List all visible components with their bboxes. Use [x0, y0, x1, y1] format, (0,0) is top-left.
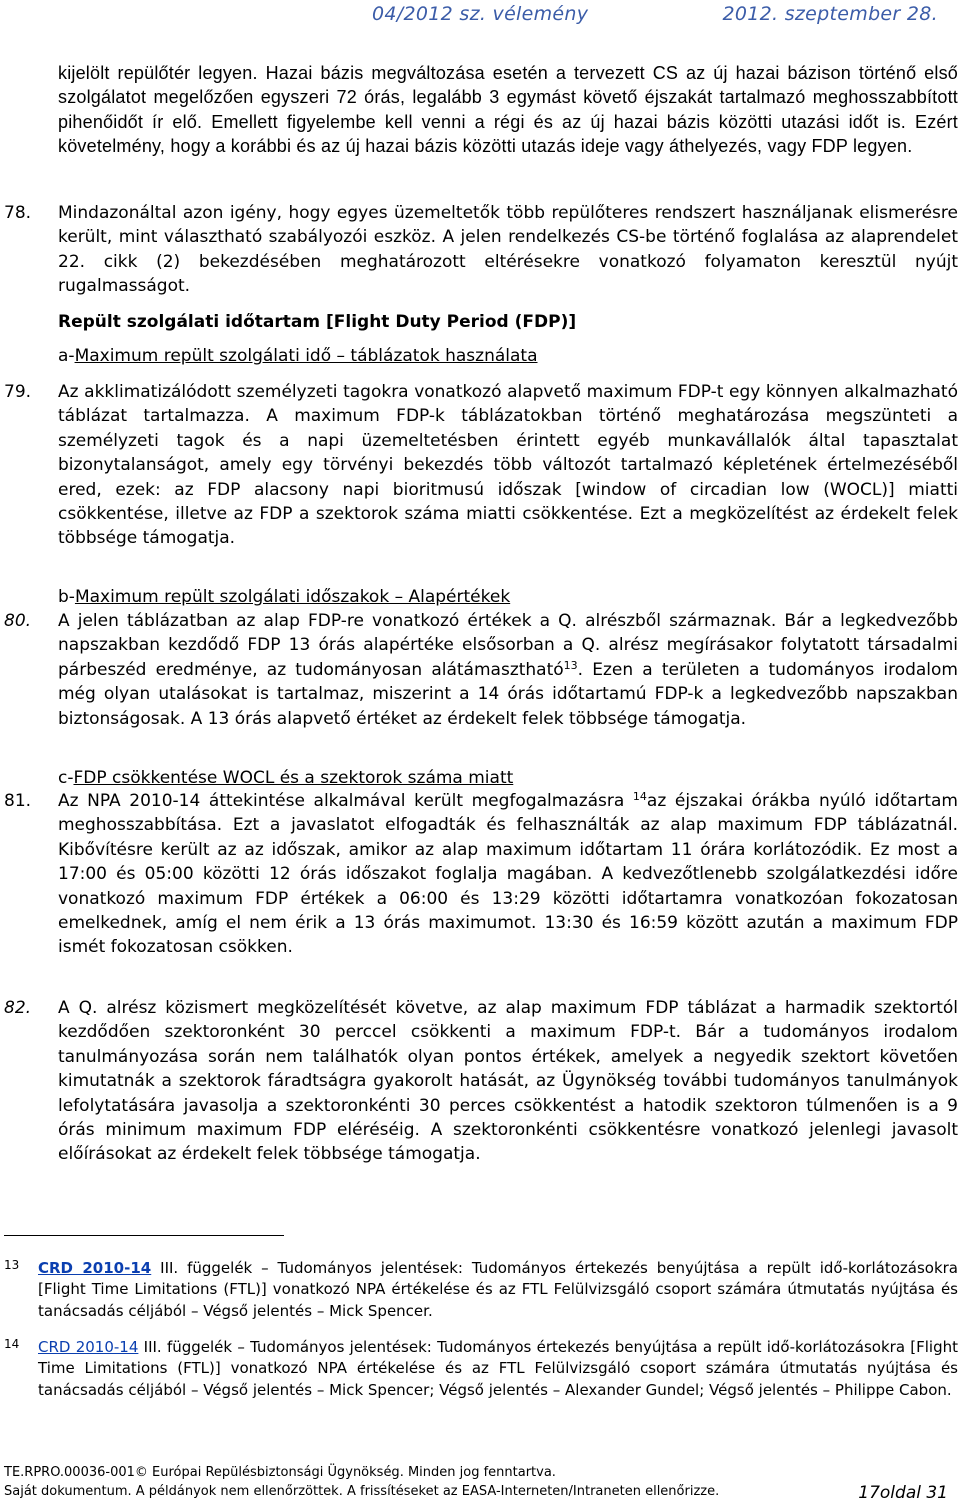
- subheading-text: Maximum repült szolgálati idő – táblázatok használata: [74, 346, 538, 366]
- subheading-prefix: a-: [58, 346, 75, 366]
- paragraph-text-part: az éjszakai órákba nyúló időtartam meghosszabbítása. Ezt a javaslatot elfogadták és felhasználták az alap maximum FDP táblázatnál. Kibővítésre került az az időszak, amikor az alap maximum időtartam 11 órára korlátozódik. Ez most a 17:00 és 05:00 közötti 12 órás időszakot foglalja magában. A kedvezőtlenebb szolgálatkezdési időre vonatkozó maximum FDP értékek a 06:00 és 13:29 közötti időtartamra vonatkozóan fokozatosan emelkednek, amíg el nem érik a 13 órás maximumot. 13:30 és 16:59 között azután a maximum FDP ismét fokozatosan csökken.: [58, 791, 958, 958]
- subheading-prefix: b-: [58, 587, 75, 607]
- paragraph-text: [58, 789, 958, 960]
- subheading-a: [58, 344, 538, 368]
- footnote-link[interactable]: CRD 2010-14: [38, 1338, 139, 1356]
- header-date: 2012. szeptember 28.: [722, 3, 938, 25]
- footer-disclaimer: Saját dokumentum. A példányok nem ellenőrzöttek. A frissítéseket az EASA-Interneten/Intraneten ellenőrizze.: [4, 1484, 720, 1499]
- footnote-text: [38, 1258, 958, 1322]
- footnote-link[interactable]: CRD 2010-14: [38, 1259, 152, 1277]
- paragraph-number: 78.: [4, 203, 32, 223]
- paragraph-number: 81.: [4, 791, 32, 811]
- intro-paragraph: [58, 61, 958, 159]
- footnote-body: III. függelék – Tudományos jelentések: Tudományos értekezés benyújtása a repült idő-korlátozásokra [Flight Time Limitations (FTL)] vonatkozó NPA értékelése és az FTL Felülvizsgáló csoport számára útmutatás nyújtása és tanácsadás céljából – Végső jelentés – Mick Spencer; Végső jelentés – Alexander Gundel; Végső jelentés – Philippe Cabon.: [38, 1338, 958, 1399]
- subheading-c: [58, 766, 513, 790]
- section-heading: Repült szolgálati időtartam [Flight Duty Period (FDP)]: [58, 312, 577, 332]
- subheading-b: [58, 585, 510, 609]
- footnote-separator: [4, 1235, 284, 1236]
- footnote-body: III. függelék – Tudományos jelentések: Tudományos értekezés benyújtása a repült idő-korlátozásokra [Flight Time Limitations (FTL)] vonatkozó NPA értékelése és az FTL Felülvizsgáló csoport számára útmutatás nyújtása és tanácsadás céljából – Végső jelentés – Mick Spencer.: [38, 1259, 958, 1320]
- footnote-number: 14: [4, 1337, 20, 1351]
- page-number: 17oldal 31: [858, 1483, 948, 1503]
- subheading-prefix: c-: [58, 768, 74, 788]
- intro-text-a: kijelölt repülőtér legyen. Hazai bázis megváltozása esetén a tervezett CS az új hazai bázison történő első szolgálatot megelőzően egyszeri 72 órás, legalább 3 egymást követő éjszakát tartalmazó meghosszabbított pihenőidőt ír elő.: [58, 63, 958, 132]
- header-document-number: 04/2012 sz. vélemény: [372, 3, 589, 25]
- paragraph-number: 79.: [4, 382, 32, 402]
- paragraph-text: Az akklimatizálódott személyzeti tagokra vonatkozó alapvető maximum FDP-t egy könnyen alkalmazható táblázat tartalmazza. A maximum FDP-k táblázatokban történő meghatározása megszünteti a személyzeti tagok és a napi üzemeltetésben érintett egyéb munkavállalók által tapasztalat bizonytalanságot, amely egy törvényi bekezdés több változót tartalmazó képletének értelmezéséből ered, ezek: az FDP alacsony napi bioritmusú időszak [window of circadian low (WOCL)] miatti csökkentése, illetve az FDP a szektorok száma miatti csökkentése. Ezt a megközelítést az érdekelt felek többsége támogatja.: [58, 382, 958, 549]
- paragraph-number: 80.: [4, 611, 32, 631]
- paragraph-text: A Q. alrész közismert megközelítését követve, az alap maximum FDP táblázat a harmadik szektortól kezdődően szektoronként 30 perccel csökkenti a maximum FDP-t. Bár a tudományos irodalom tanulmányozása során nem találhatók olyan pontos értékek, amelyek a negyedik szektort követően kimutatnák a szektorok fáradtságra gyakorolt hatását, az Ügynökség további tudományos tanulmányok lefolytatására javasolja a szektoronkénti 30 perces csökkentést a hatodik szektoron túlmenően is a 9 órás minimum maximum FDP eléréséig. A szektoronkénti csökkentésre vonatkozó jelenlegi javasolt előírásokat az érdekelt felek többsége támogatja.: [58, 998, 958, 1165]
- footnote-number: 13: [4, 1258, 20, 1272]
- paragraph-text: [58, 609, 958, 731]
- footer-copyright: TE.RPRO.00036-001© Európai Repülésbiztonsági Ügynökség. Minden jog fenntartva.: [4, 1465, 556, 1480]
- paragraph-text-part: A jelen táblázatban az alap FDP-re vonatkozó értékek a Q. alrészből származnak. Bár a legkedvezőbb napszakban kezdődő FDP 13 órás alapértéke elsősorban a Q. alrész megírásakor folytatott társadalmi párbeszéd eredménye, az tudományosan alátámasztható: [58, 611, 958, 680]
- paragraph-text-part: Az NPA 2010-14 áttekintése alkalmával került megfogalmazásra: [58, 791, 633, 811]
- subheading-text: FDP csökkentése WOCL és a szektorok száma miatt: [73, 768, 514, 788]
- footnote-reference-13[interactable]: 13: [563, 658, 578, 672]
- footnote-reference-14[interactable]: 14: [632, 790, 647, 803]
- footnote-text: [38, 1337, 958, 1401]
- paragraph-number: 82.: [4, 998, 32, 1018]
- intro-text-b: Emellett figyelembe kell venni a régi és az új hazai bázis közötti utazási időt is. Ezért követelmény, hogy a korábbi és az új hazai bázis közötti utazás ideje vagy áthelyezés, vagy FDP legyen.: [58, 111, 958, 157]
- paragraph-text: Mindazonáltal azon igény, hogy egyes üzemeltetők több repülőteres rendszert használjanak elismerésre került, mint választható szabályozói eszköz. A jelen rendelkezés CS-be történő foglalása az alaprendelet 22. cikk (2) bekezdésében meghatározott eltérésekre vonatkozó folyamaton keresztül nyújt rugalmasságot.: [58, 203, 958, 297]
- paragraph-text-part: . Ezen a területen a tudományos irodalom még olyan utalásokat is tartalmaz, miszerint a 14 órás időtartamú FDP-k a legkedvezőbb napszakban biztonságosak. A 13 órás alapvető értéket az érdekelt felek többsége támogatja.: [58, 659, 958, 729]
- subheading-text: Maximum repült szolgálati időszakok – Alapértékek: [74, 587, 511, 607]
